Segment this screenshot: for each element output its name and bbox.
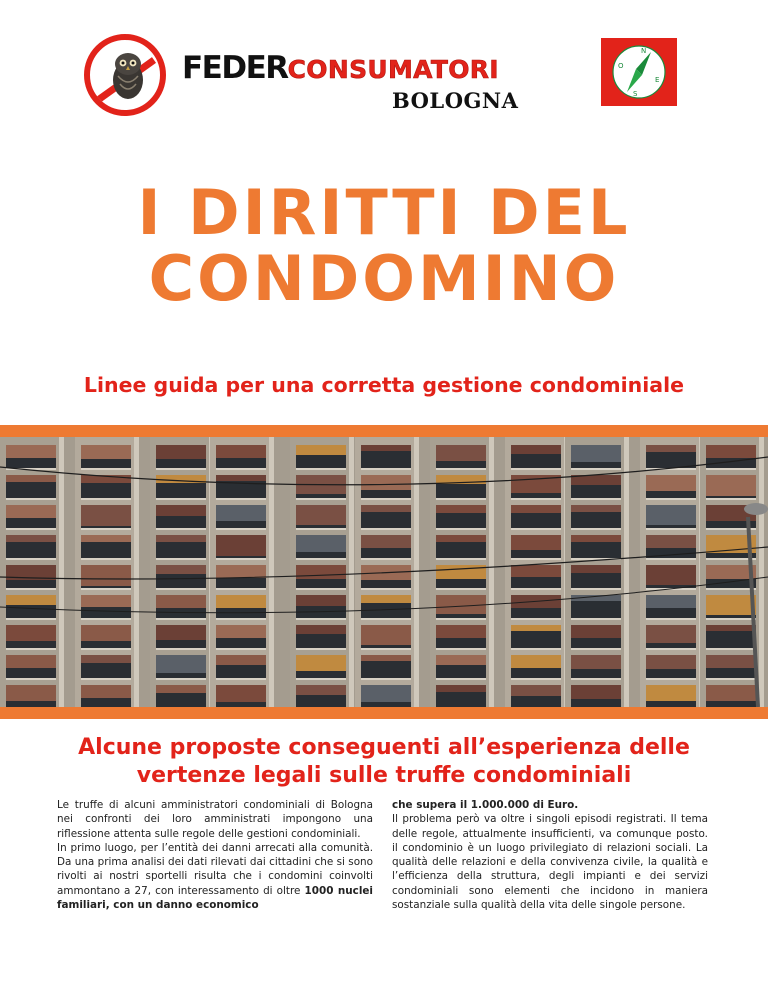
brand-feder: FEDER bbox=[182, 50, 288, 86]
apartment-building-photo bbox=[0, 437, 768, 707]
compass-letter-n: N bbox=[641, 47, 647, 55]
brand-consumatori: CONSUMATORI bbox=[287, 55, 499, 84]
page-subtitle: Linee guida per una corretta gestione condominiale bbox=[83, 373, 685, 397]
building-illustration bbox=[0, 437, 768, 707]
compass-letter-o: O bbox=[618, 62, 624, 70]
compass-logo bbox=[601, 38, 677, 106]
compass-letter-s: S bbox=[633, 90, 638, 98]
orange-divider-bottom bbox=[0, 707, 768, 719]
section-title bbox=[0, 734, 768, 790]
paragraph-intro: Le truffe di alcuni amministratori condominiali di Bologna nei confronti dei loro amministrati impongono una riflessione attenta sulle regole delle gestioni condominiali. bbox=[57, 799, 373, 840]
owl-icon bbox=[90, 40, 160, 110]
euro-amount-text: che supera il 1.000.000 di Euro. bbox=[392, 799, 579, 811]
city-name: BOLOGNA bbox=[392, 88, 519, 113]
orange-divider-top bbox=[0, 425, 768, 437]
paragraph-rules: Il problema però va oltre i singoli episodi registrati. Il tema delle regole, attualmente insufficienti, va comunque posto. il condominio è un luogo privilegiato di relazioni sociali. La qualità delle relazioni e della convivenza civile, la qualità e l’efficienza della struttura, degli impianti e dei servizi condominiali sono elementi che incidono in maniera sostanziale sulla qualità della vita delle singole persone. bbox=[392, 813, 708, 912]
brand-name bbox=[182, 50, 499, 84]
page-title bbox=[0, 176, 768, 315]
compass-icon bbox=[601, 38, 677, 106]
body-column-left bbox=[57, 798, 373, 912]
paragraph-damages bbox=[57, 841, 373, 912]
body-column-right bbox=[392, 798, 708, 912]
title-line-1: I DIRITTI DEL bbox=[137, 176, 631, 249]
title-line-2: CONDOMINO bbox=[148, 242, 620, 315]
section-title-line-2: vertenze legali sulle truffe condominiali bbox=[136, 763, 632, 788]
federconsumatori-logo bbox=[84, 34, 166, 116]
paragraph-damages-bold: 1000 nuclei familiari, con un danno economico bbox=[57, 884, 373, 912]
paragraph-euro-bold bbox=[392, 798, 708, 812]
compass-letter-e: E bbox=[655, 76, 660, 84]
section-title-line-1: Alcune proposte conseguenti all’esperienza delle bbox=[78, 735, 690, 760]
paragraph-damages-text: In primo luogo, per l’entità dei danni arrecati alla comunità. Da una prima analisi dei dati rilevati dai cittadini che si sono rivolti ai nostri sportelli risulta che i condomini coinvolti ammontano a 27, con interessamento di oltre bbox=[57, 841, 373, 897]
